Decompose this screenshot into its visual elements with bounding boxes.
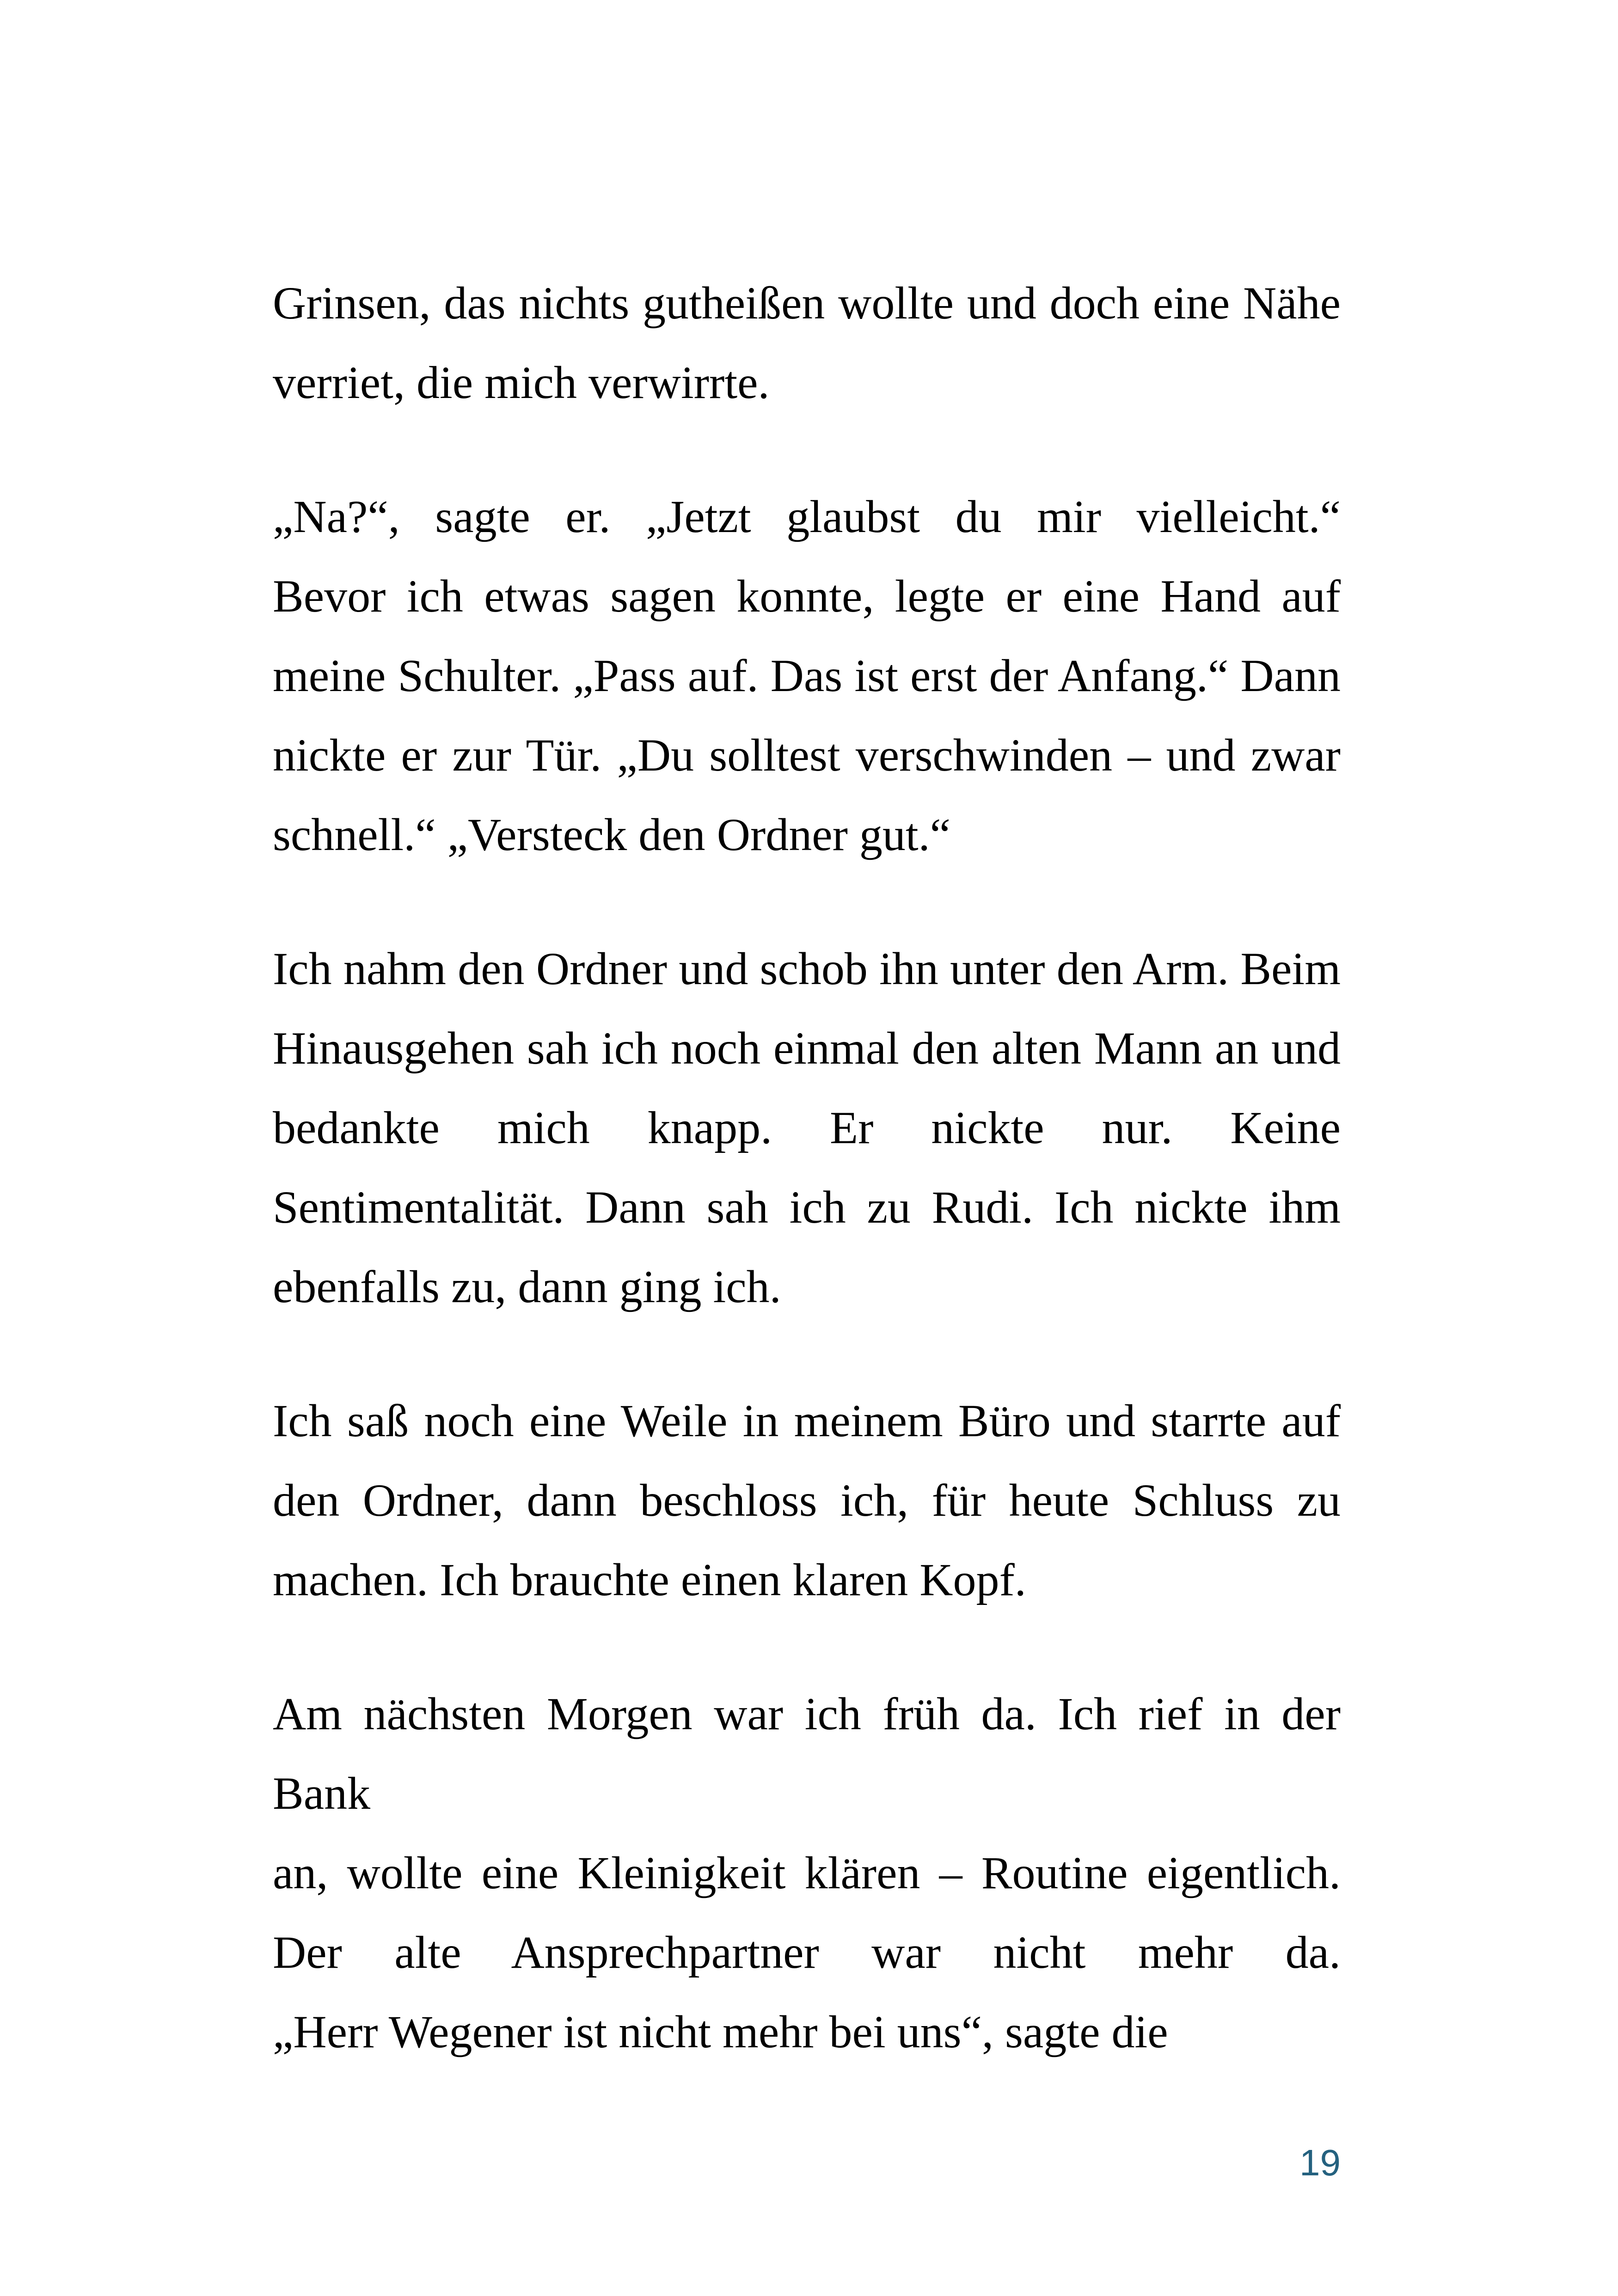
page-number: 19: [1299, 2142, 1341, 2183]
paragraph: [273, 1381, 1341, 1620]
text-line: Grinsen, das nichts gutheißen wollte und doch eine Nähe: [273, 277, 1341, 329]
text-line: nickte er zur Tür. „Du solltest verschwinden – und zwar: [273, 729, 1341, 781]
text-line: Bevor ich etwas sagen konnte, legte er eine Hand auf: [273, 570, 1341, 622]
paragraph: [273, 929, 1341, 1327]
text-line: Am nächsten Morgen war ich früh da. Ich rief in der Bank: [273, 1688, 1341, 1819]
document-text: [273, 263, 1341, 2126]
text-line: Sentimentalität. Dann sah ich zu Rudi. Ich nickte ihm: [273, 1182, 1341, 1233]
text-line: Ich nahm den Ordner und schob ihn unter den Arm. Beim: [273, 943, 1341, 994]
text-line: „Na?“, sagte er. „Jetzt glaubst du mir vielleicht.“: [273, 491, 1341, 542]
text-line: an, wollte eine Kleinigkeit klären – Routine eigentlich.: [273, 1847, 1341, 1898]
text-line: Ich saß noch eine Weile in meinem Büro und starrte auf: [273, 1395, 1341, 1446]
text-line: Der alte Ansprechpartner war nicht mehr da.: [273, 1927, 1341, 1978]
text-line: ebenfalls zu, dann ging ich.: [273, 1261, 781, 1312]
text-line: schnell.“ „Versteck den Ordner gut.“: [273, 809, 951, 860]
text-line: Hinausgehen sah ich noch einmal den alten Mann an und: [273, 1022, 1341, 1074]
text-line: verriet, die mich verwirrte.: [273, 357, 770, 408]
text-line: „Herr Wegener ist nicht mehr bei uns“, sagte die: [273, 2006, 1168, 2057]
text-line: bedankte mich knapp. Er nickte nur. Keine: [273, 1102, 1341, 1153]
text-line: machen. Ich brauchte einen klaren Kopf.: [273, 1554, 1026, 1605]
paragraph: [273, 477, 1341, 875]
text-line: den Ordner, dann beschloss ich, für heute Schluss zu: [273, 1475, 1341, 1526]
paragraph: [273, 1674, 1341, 2072]
text-line: meine Schulter. „Pass auf. Das ist erst der Anfang.“ Dann: [273, 650, 1341, 701]
page-footer: [1299, 2144, 1341, 2181]
paragraph: [273, 263, 1341, 422]
